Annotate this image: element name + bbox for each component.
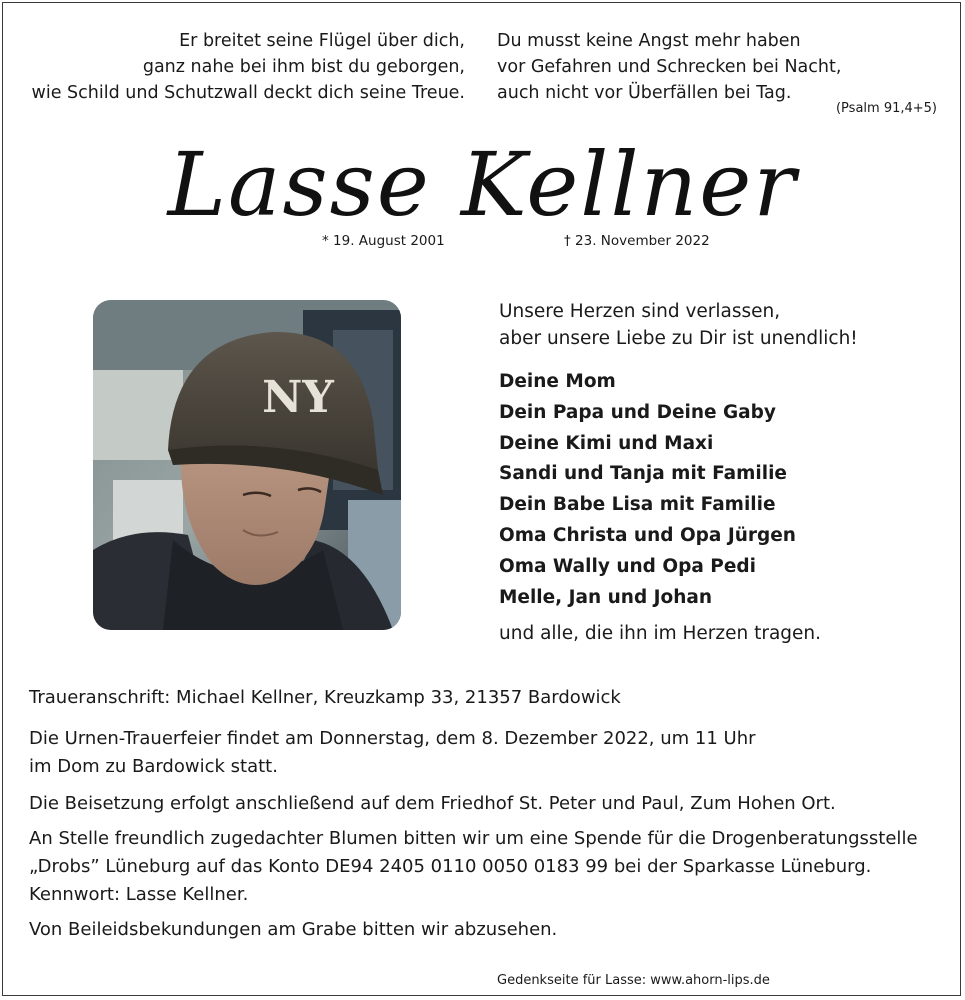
mourner-item: Dein Babe Lisa mit Familie [499,494,776,516]
verse-left [5,28,465,106]
verse-line: wie Schild und Schutzwall deckt dich seine Treue. [31,83,465,103]
ceremony-line: Die Urnen-Trauerfeier findet am Donnerstag, dem 8. Dezember 2022, um 11 Uhr [29,728,756,749]
mourner-item: Deine Mom [499,371,616,392]
deceased-name: Lasse Kellner [167,133,798,236]
mourner-item: Sandi und Tanja mit Familie [499,463,787,485]
closing-line: und alle, die ihn im Herzen tragen. [499,623,822,644]
mourner-item: Deine Kimi und Maxi [499,432,714,454]
cap-logo: NY [262,372,334,423]
psalm-reference: (Psalm 91,4+5) [835,101,937,116]
condolence-note: Von Beileidsbekundungen am Grabe bitten wir abzusehen. [29,919,558,940]
intro-text [499,298,858,352]
portrait-photo [93,300,401,630]
donation-line: „Drobs” Lüneburg auf das Konto DE94 2405 0110 0050 0183 99 bei der Sparkasse Lüneburg. [29,856,872,877]
funeral-details [29,684,918,944]
intro-line: Unsere Herzen sind verlassen, [499,301,781,322]
verse-line: auch nicht vor Überfällen bei Tag. [497,83,792,103]
verse-line: vor Gefahren und Schrecken bei Nacht, [497,57,842,77]
verse-line: Du musst keine Angst mehr haben [497,31,801,51]
donation-line: An Stelle freundlich zugedachter Blumen bitten wir um eine Spende für die Drogenberatungsstelle [29,828,918,849]
memorial-page-link[interactable]: Gedenkseite für Lasse: www.ahorn-lips.de [497,973,770,988]
death-date: † 23. November 2022 [564,233,710,249]
donation-line: Kennwort: Lasse Kellner. [29,884,249,905]
intro-line: aber unsere Liebe zu Dir ist unendlich! [499,328,858,349]
verse-line: ganz nahe bei ihm bist du geborgen, [142,57,465,77]
mourners-list [499,367,796,613]
burial-line: Die Beisetzung erfolgt anschließend auf dem Friedhof St. Peter und Paul, Zum Hohen Ort. [29,793,836,814]
birth-date: * 19. August 2001 [322,233,445,249]
mourner-item: Oma Christa und Opa Jürgen [499,524,796,546]
mourner-item: Oma Wally und Opa Pedi [499,555,756,577]
verse-right [497,28,897,106]
verse-line: Er breitet seine Flügel über dich, [179,31,465,51]
ceremony-line: im Dom zu Bardowick statt. [29,756,278,777]
mourner-item: Dein Papa und Deine Gaby [499,401,776,423]
mourner-item: Melle, Jan und Johan [499,586,713,608]
mourning-address: Traueranschrift: Michael Kellner, Kreuzkamp 33, 21357 Bardowick [29,687,621,708]
